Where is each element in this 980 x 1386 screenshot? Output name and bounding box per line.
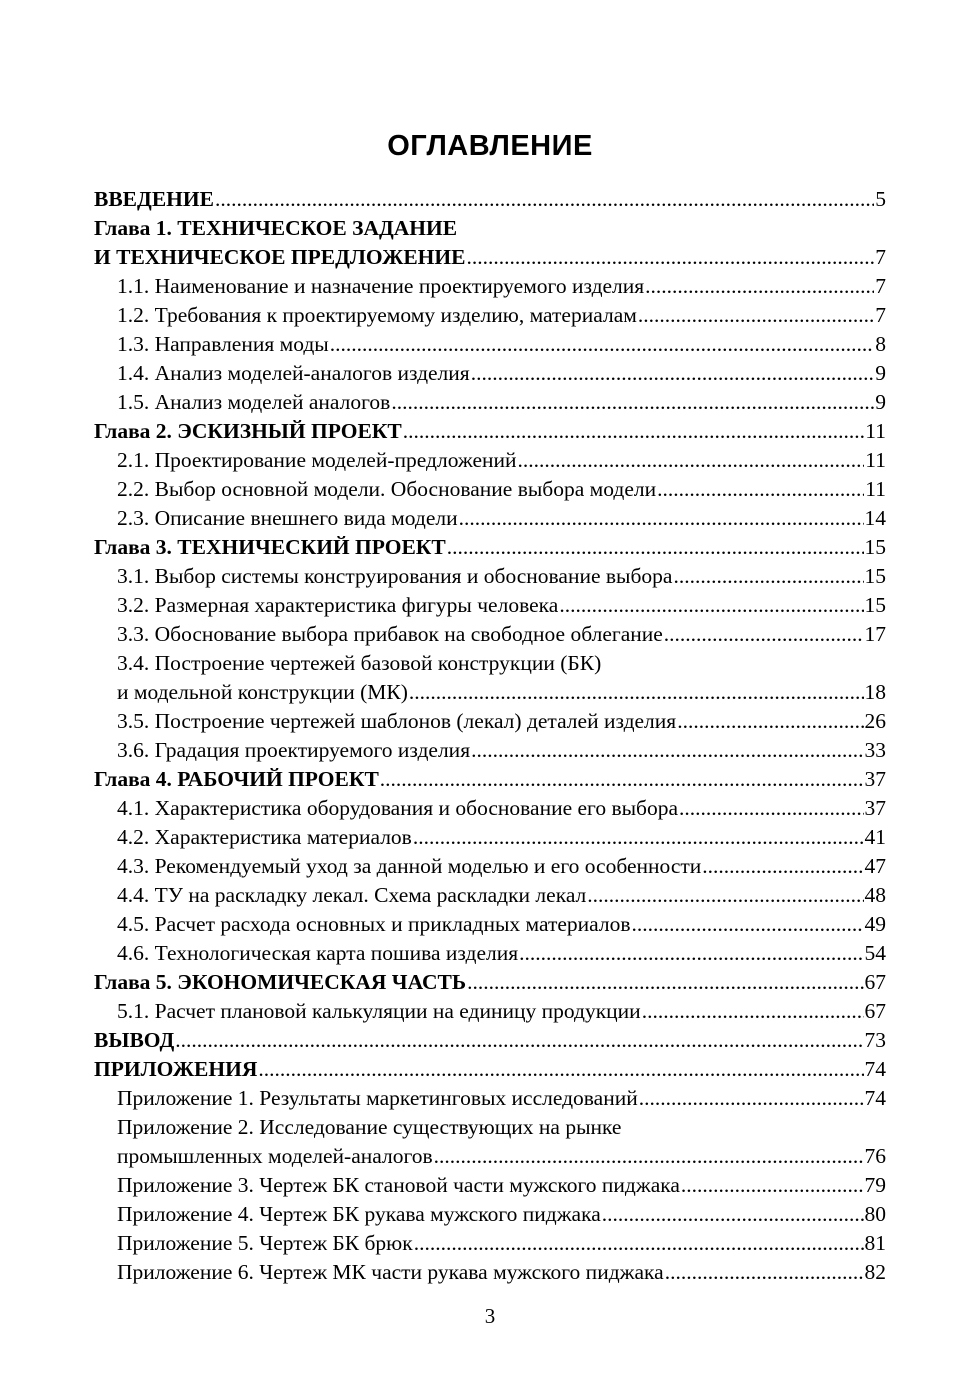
toc-entry-text: 4.1. Характеристика оборудования и обоснование его выбора [117, 796, 679, 820]
leader-dots [471, 736, 863, 765]
toc-entry [94, 504, 886, 533]
toc-entry-text: 1.1. Наименование и назначение проектируемого изделия [117, 274, 645, 298]
page-title: ОГЛАВЛЕНИЕ [387, 130, 593, 162]
toc-entry-page: 7 [875, 303, 886, 327]
leader-dots [632, 910, 864, 939]
toc-entry-page: 7 [875, 274, 886, 298]
toc-entry [94, 446, 886, 475]
leader-dots [447, 533, 864, 562]
toc-entry [94, 475, 886, 504]
leader-dots [645, 272, 874, 301]
toc-entry [94, 1142, 886, 1171]
toc-entry-text: Приложение 5. Чертеж БК брюк [117, 1231, 413, 1255]
toc-entry [94, 1084, 886, 1113]
toc-entry-text: Приложение 6. Чертеж МК части рукава мужского пиджака [117, 1260, 664, 1284]
toc-entry [94, 1113, 886, 1142]
leader-dots [518, 446, 865, 475]
toc-entry-text: Глава 5. ЭКОНОМИЧЕСКАЯ ЧАСТЬ [94, 970, 467, 994]
toc-entry-page: 73 [864, 1028, 886, 1052]
toc-entry [94, 794, 886, 823]
toc-entry-text: 3.2. Размерная характеристика фигуры человека [117, 593, 559, 617]
leader-dots [657, 475, 864, 504]
toc-entry-text: 4.3. Рекомендуемый уход за данной моделью и его особенности [117, 854, 702, 878]
leader-dots [673, 562, 863, 591]
toc-entry [94, 330, 886, 359]
leader-dots [459, 504, 864, 533]
leader-dots [215, 185, 874, 214]
toc-entry-page: 11 [865, 448, 886, 472]
toc-entry [94, 707, 886, 736]
toc-entry-page: 18 [864, 680, 886, 704]
toc-entry-text: Глава 1. ТЕХНИЧЕСКОЕ ЗАДАНИЕ [94, 216, 458, 240]
toc-entry-text: ВЫВОД [94, 1028, 175, 1052]
toc-entry-page: 5 [875, 187, 886, 211]
toc-entry [94, 1229, 886, 1258]
toc-entry [94, 185, 886, 214]
toc-entry-page: 7 [875, 245, 886, 269]
toc-entry-page: 76 [864, 1144, 886, 1168]
toc-entry-text: Приложение 1. Результаты маркетинговых исследований [117, 1086, 638, 1110]
toc-entry [94, 533, 886, 562]
toc-entry [94, 649, 886, 678]
leader-dots [175, 1026, 863, 1055]
toc-entry [94, 417, 886, 446]
toc-entry-page: 54 [864, 941, 886, 965]
toc-entry [94, 243, 886, 272]
toc-entry-text: 1.3. Направления моды [117, 332, 329, 356]
toc-entry-page: 47 [864, 854, 886, 878]
toc-entry-text: 4.6. Технологическая карта пошива изделия [117, 941, 519, 965]
toc-entry [94, 736, 886, 765]
toc-entry [94, 939, 886, 968]
toc-entry [94, 823, 886, 852]
leader-dots [413, 823, 864, 852]
toc-entry-page: 11 [865, 419, 886, 443]
toc-entry-text: 5.1. Расчет плановой калькуляции на единицу продукции [117, 999, 641, 1023]
leader-dots [638, 301, 874, 330]
toc-entry-text: Глава 2. ЭСКИЗНЫЙ ПРОЕКТ [94, 419, 402, 443]
leader-dots [681, 1171, 864, 1200]
toc-entry-page: 48 [864, 883, 886, 907]
leader-dots [414, 1229, 864, 1258]
toc-entry-page: 15 [864, 593, 886, 617]
toc-entry-page: 80 [864, 1202, 886, 1226]
leader-dots [587, 881, 863, 910]
leader-dots [702, 852, 863, 881]
toc-entry [94, 678, 886, 707]
leader-dots [434, 1142, 864, 1171]
toc-entry-text: 3.5. Построение чертежей шаблонов (лекал) деталей изделия [117, 709, 677, 733]
leader-dots [519, 939, 863, 968]
toc-entry-page: 26 [864, 709, 886, 733]
toc-entry-page: 49 [864, 912, 886, 936]
leader-dots [679, 794, 863, 823]
toc-entry-text: 1.5. Анализ моделей аналогов [117, 390, 391, 414]
toc-entry-text: 3.4. Построение чертежей базовой конструкции (БК) [117, 651, 602, 675]
leader-dots [642, 997, 864, 1026]
toc-entry-text: 3.6. Градация проектируемого изделия [117, 738, 471, 762]
toc-entry [94, 388, 886, 417]
toc-entry [94, 1055, 886, 1084]
toc-entry [94, 562, 886, 591]
toc-entry-page: 8 [875, 332, 886, 356]
toc-entry-page: 41 [864, 825, 886, 849]
toc-entry-text: Приложение 4. Чертеж БК рукава мужского пиджака [117, 1202, 601, 1226]
page-number: 3 [484, 1304, 496, 1328]
toc-entry [94, 1026, 886, 1055]
leader-dots [258, 1055, 863, 1084]
toc-entry-text: И ТЕХНИЧЕСКОЕ ПРЕДЛОЖЕНИЕ [94, 245, 466, 269]
toc-entry-page: 9 [875, 390, 886, 414]
leader-dots [409, 678, 864, 707]
table-of-contents [94, 185, 886, 1287]
toc-entry-text: 2.2. Выбор основной модели. Обоснование выбора модели [117, 477, 657, 501]
leader-dots [559, 591, 863, 620]
toc-entry [94, 765, 886, 794]
toc-entry [94, 997, 886, 1026]
leader-dots [677, 707, 863, 736]
toc-entry-text: Глава 4. РАБОЧИЙ ПРОЕКТ [94, 767, 379, 791]
toc-entry-text: 3.3. Обоснование выбора прибавок на свободное облегание [117, 622, 663, 646]
leader-dots [403, 417, 865, 446]
toc-entry [94, 968, 886, 997]
toc-entry-page: 74 [864, 1057, 886, 1081]
toc-entry-page: 15 [864, 564, 886, 588]
toc-entry [94, 1258, 886, 1287]
toc-entry [94, 359, 886, 388]
toc-entry-page: 15 [864, 535, 886, 559]
leader-dots [330, 330, 875, 359]
toc-entry-page: 82 [864, 1260, 886, 1284]
toc-entry-page: 79 [864, 1173, 886, 1197]
toc-entry-text: 1.2. Требования к проектируемому изделию, материалам [117, 303, 637, 327]
toc-entry-text: 2.3. Описание внешнего вида модели [117, 506, 458, 530]
toc-entry [94, 910, 886, 939]
toc-entry-page: 67 [864, 970, 886, 994]
toc-entry [94, 1200, 886, 1229]
toc-entry-text: 2.1. Проектирование моделей-предложений [117, 448, 517, 472]
leader-dots [380, 765, 864, 794]
toc-entry-text: Глава 3. ТЕХНИЧЕСКИЙ ПРОЕКТ [94, 535, 446, 559]
leader-dots [639, 1084, 864, 1113]
toc-entry-page: 81 [864, 1231, 886, 1255]
toc-entry [94, 881, 886, 910]
leader-dots [602, 1200, 864, 1229]
leader-dots [664, 620, 864, 649]
toc-entry-text: ВВЕДЕНИЕ [94, 187, 214, 211]
toc-entry-text: Приложение 2. Исследование существующих на рынке [117, 1115, 622, 1139]
leader-dots [466, 243, 874, 272]
toc-entry-text: 3.1. Выбор системы конструирования и обоснование выбора [117, 564, 673, 588]
toc-entry [94, 620, 886, 649]
toc-entry-text: Приложение 3. Чертеж БК становой части мужского пиджака [117, 1173, 680, 1197]
toc-entry-page: 17 [864, 622, 886, 646]
toc-entry [94, 591, 886, 620]
toc-entry [94, 301, 886, 330]
leader-dots [665, 1258, 864, 1287]
toc-entry-page: 67 [864, 999, 886, 1023]
toc-entry-text: 4.2. Характеристика материалов [117, 825, 412, 849]
leader-dots [467, 968, 863, 997]
toc-entry [94, 852, 886, 881]
toc-entry-page: 33 [864, 738, 886, 762]
toc-entry-text: и модельной конструкции (МК) [117, 680, 408, 704]
toc-entry [94, 214, 886, 243]
toc-entry-text: промышленных моделей-аналогов [117, 1144, 433, 1168]
toc-entry-page: 37 [864, 767, 886, 791]
toc-entry-text: 4.4. ТУ на раскладку лекал. Схема раскладки лекал [117, 883, 587, 907]
leader-dots [471, 359, 875, 388]
toc-entry-text: 4.5. Расчет расхода основных и прикладных материалов [117, 912, 631, 936]
toc-entry-page: 14 [864, 506, 886, 530]
leader-dots [391, 388, 874, 417]
toc-entry-page: 9 [875, 361, 886, 385]
toc-entry [94, 1171, 886, 1200]
toc-entry-page: 11 [865, 477, 886, 501]
toc-entry-page: 74 [864, 1086, 886, 1110]
toc-entry-text: ПРИЛОЖЕНИЯ [94, 1057, 258, 1081]
toc-entry-page: 37 [864, 796, 886, 820]
toc-entry [94, 272, 886, 301]
toc-entry-text: 1.4. Анализ моделей-аналогов изделия [117, 361, 470, 385]
